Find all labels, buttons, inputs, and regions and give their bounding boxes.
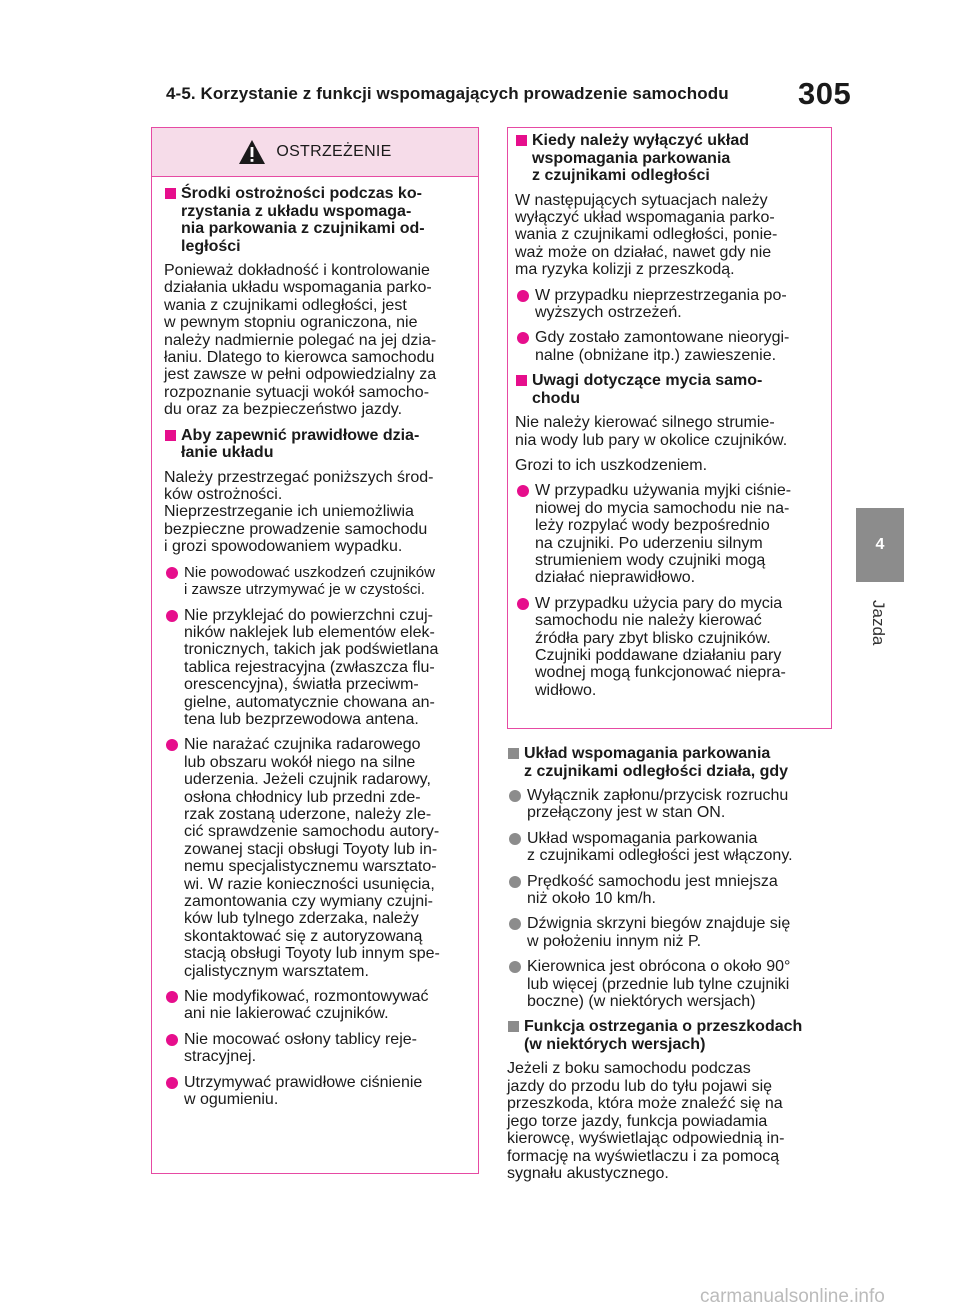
paragraph: Nie należy kierować silnego strumie- nia wody lub pary w okolice czujników.: [515, 414, 788, 449]
bullet-item: W przypadku użycia pary do mycia samochodu nie należy kierować źródła pary zbyt blisko czujników. Czujniki poddawane działaniu pary wodnej mogą funkcjonować niepra- widłowo.: [515, 595, 823, 699]
info-box: [507, 127, 832, 729]
section-heading: Układ wspomagania parkowania z czujnikami odległości działa, gdy: [507, 745, 837, 780]
warning-triangle-icon: [238, 139, 266, 165]
paragraph: Ponieważ dokładność i kontrolowanie działania układu wspomagania parko- wania z czujnikami odległości, jest w pewnym stopniu ograniczona, nie należy nadmiernie polegać na jej dzia- łaniu. Dlatego to kierowca samochodu jest zawsze w pełni odpowiedzialny za rozpoznanie sytuacji wokół samocho- du oraz za bezpieczeństwo jazdy.: [164, 262, 437, 419]
chapter-number: 4: [875, 536, 885, 553]
section-heading: Funkcja ostrzegania o przeszkodach (w niektórych wersjach): [507, 1018, 837, 1053]
section-heading: Aby zapewnić prawidłowe dzia- łanie układu: [164, 427, 468, 462]
paragraph: Grozi to ich uszkodzeniem.: [515, 456, 708, 474]
bullet-item: Układ wspomagania parkowania z czujnikami odległości jest włączony.: [507, 830, 837, 865]
info-body: [508, 128, 831, 699]
bullet-item: Gdy zostało zamontowane nieorygi- nalne (obniżane itp.) zawieszenie.: [515, 329, 823, 364]
section-heading: Środki ostrożności podczas ko- rzystania z układu wspomaga- nia parkowania z czujnikami od- ległości: [164, 185, 468, 255]
bullet-item: Nie mocować osłony tablicy reje- stracyjnej.: [164, 1031, 468, 1066]
bullet-item: W przypadku nieprzestrzegania po- wyższych ostrzeżeń.: [515, 287, 823, 322]
paragraph: Należy przestrzegać poniższych środ- ków ostrożności. Nieprzestrzeganie ich uniemożliwia bezpieczne prowadzenie samochodu i grozi spowodowaniem wypadku.: [164, 468, 434, 556]
paragraph: W następujących sytuacjach należy wyłączyć układ wspomagania parko- wania z czujnikami odległości, ponie- waż może on działać, nawet gdy nie ma ryzyka kolizji z przeszkodą.: [515, 191, 778, 279]
warning-box: [151, 127, 479, 1174]
page-number: 305: [798, 76, 852, 111]
bullet-item: Nie narażać czujnika radarowego lub obszaru wokół niego na silne uderzenia. Jeżeli czujnik radarowy, osłona chłodnicy lub przedni zde- rzak zostaną uderzone, należy zle- cić sprawdzenie samochodu autory- zowanej stacji obsługi Toyoty lub in- nemu specjalistycznemu warsztato- wi. W razie konieczności usunięcia, zamontowania czy wymiany czujni- ków lub tylnego zderzaka, należy skontaktować się z autoryzowaną stacją obsługi Toyoty lub innym spe- cjalistycznym warsztatem.: [164, 736, 468, 980]
right-column: [507, 745, 837, 1190]
warning-title: OSTRZEŻENIE: [276, 143, 392, 160]
warning-body: [152, 177, 478, 1108]
paragraph: Jeżeli z boku samochodu podczas jazdy do przodu lub do tyłu pojawi się przeszkoda, która może znaleźć się na jego torze jazdy, funkcja powiadamia kierowcę, wyświetlając odpowiednią in- formację na wyświetlaczu i za pomocą sygnału akustycznego.: [507, 1060, 785, 1182]
section-heading: Kiedy należy wyłączyć układ wspomagania parkowania z czujnikami odległości: [515, 132, 823, 185]
warning-header: [152, 128, 478, 177]
bullet-item: Nie powodować uszkodzeń czujników i zawsze utrzymywać je w czystości.: [164, 564, 468, 599]
bullet-item: Nie modyfikować, rozmontowywać ani nie lakierować czujników.: [164, 988, 468, 1023]
bullet-item: Prędkość samochodu jest mniejsza niż około 10 km/h.: [507, 873, 837, 908]
bullet-item: Wyłącznik zapłonu/przycisk rozruchu przełączony jest w stan ON.: [507, 787, 837, 822]
bullet-item: Nie przyklejać do powierzchni czuj- ników naklejek lub elementów elek- tronicznych, takich jak podświetlana tablica rejestracyjna (zwłaszcza flu- orescencyjna), światła przeciwm- gielne, automatycznie chowana an- tena lub bezprzewodowa antena.: [164, 607, 468, 729]
section-heading: Uwagi dotyczące mycia samo- chodu: [515, 372, 823, 407]
bullet-item: Utrzymywać prawidłowe ciśnienie w ogumieniu.: [164, 1074, 468, 1109]
chapter-label: Jazda: [869, 600, 888, 646]
bullet-item: Dźwignia skrzyni biegów znajduje się w położeniu innym niż P.: [507, 915, 837, 950]
bullet-item: Kierownica jest obrócona o około 90° lub więcej (przednie lub tylne czujniki boczne) (w niektórych wersjach): [507, 958, 837, 1010]
page-header-title: 4-5. Korzystanie z funkcji wspomagających prowadzenie samochodu: [166, 84, 729, 103]
chapter-tab[interactable]: [856, 508, 904, 582]
watermark: carmanualsonline.info: [700, 1286, 885, 1307]
bullet-item: W przypadku używania myjki ciśnie- niowej do mycia samochodu nie na- leży rozpylać wody bezpośrednio na czujniki. Po uderzeniu silnym strumieniem wody czujniki mogą działać nieprawidłowo.: [515, 482, 823, 586]
